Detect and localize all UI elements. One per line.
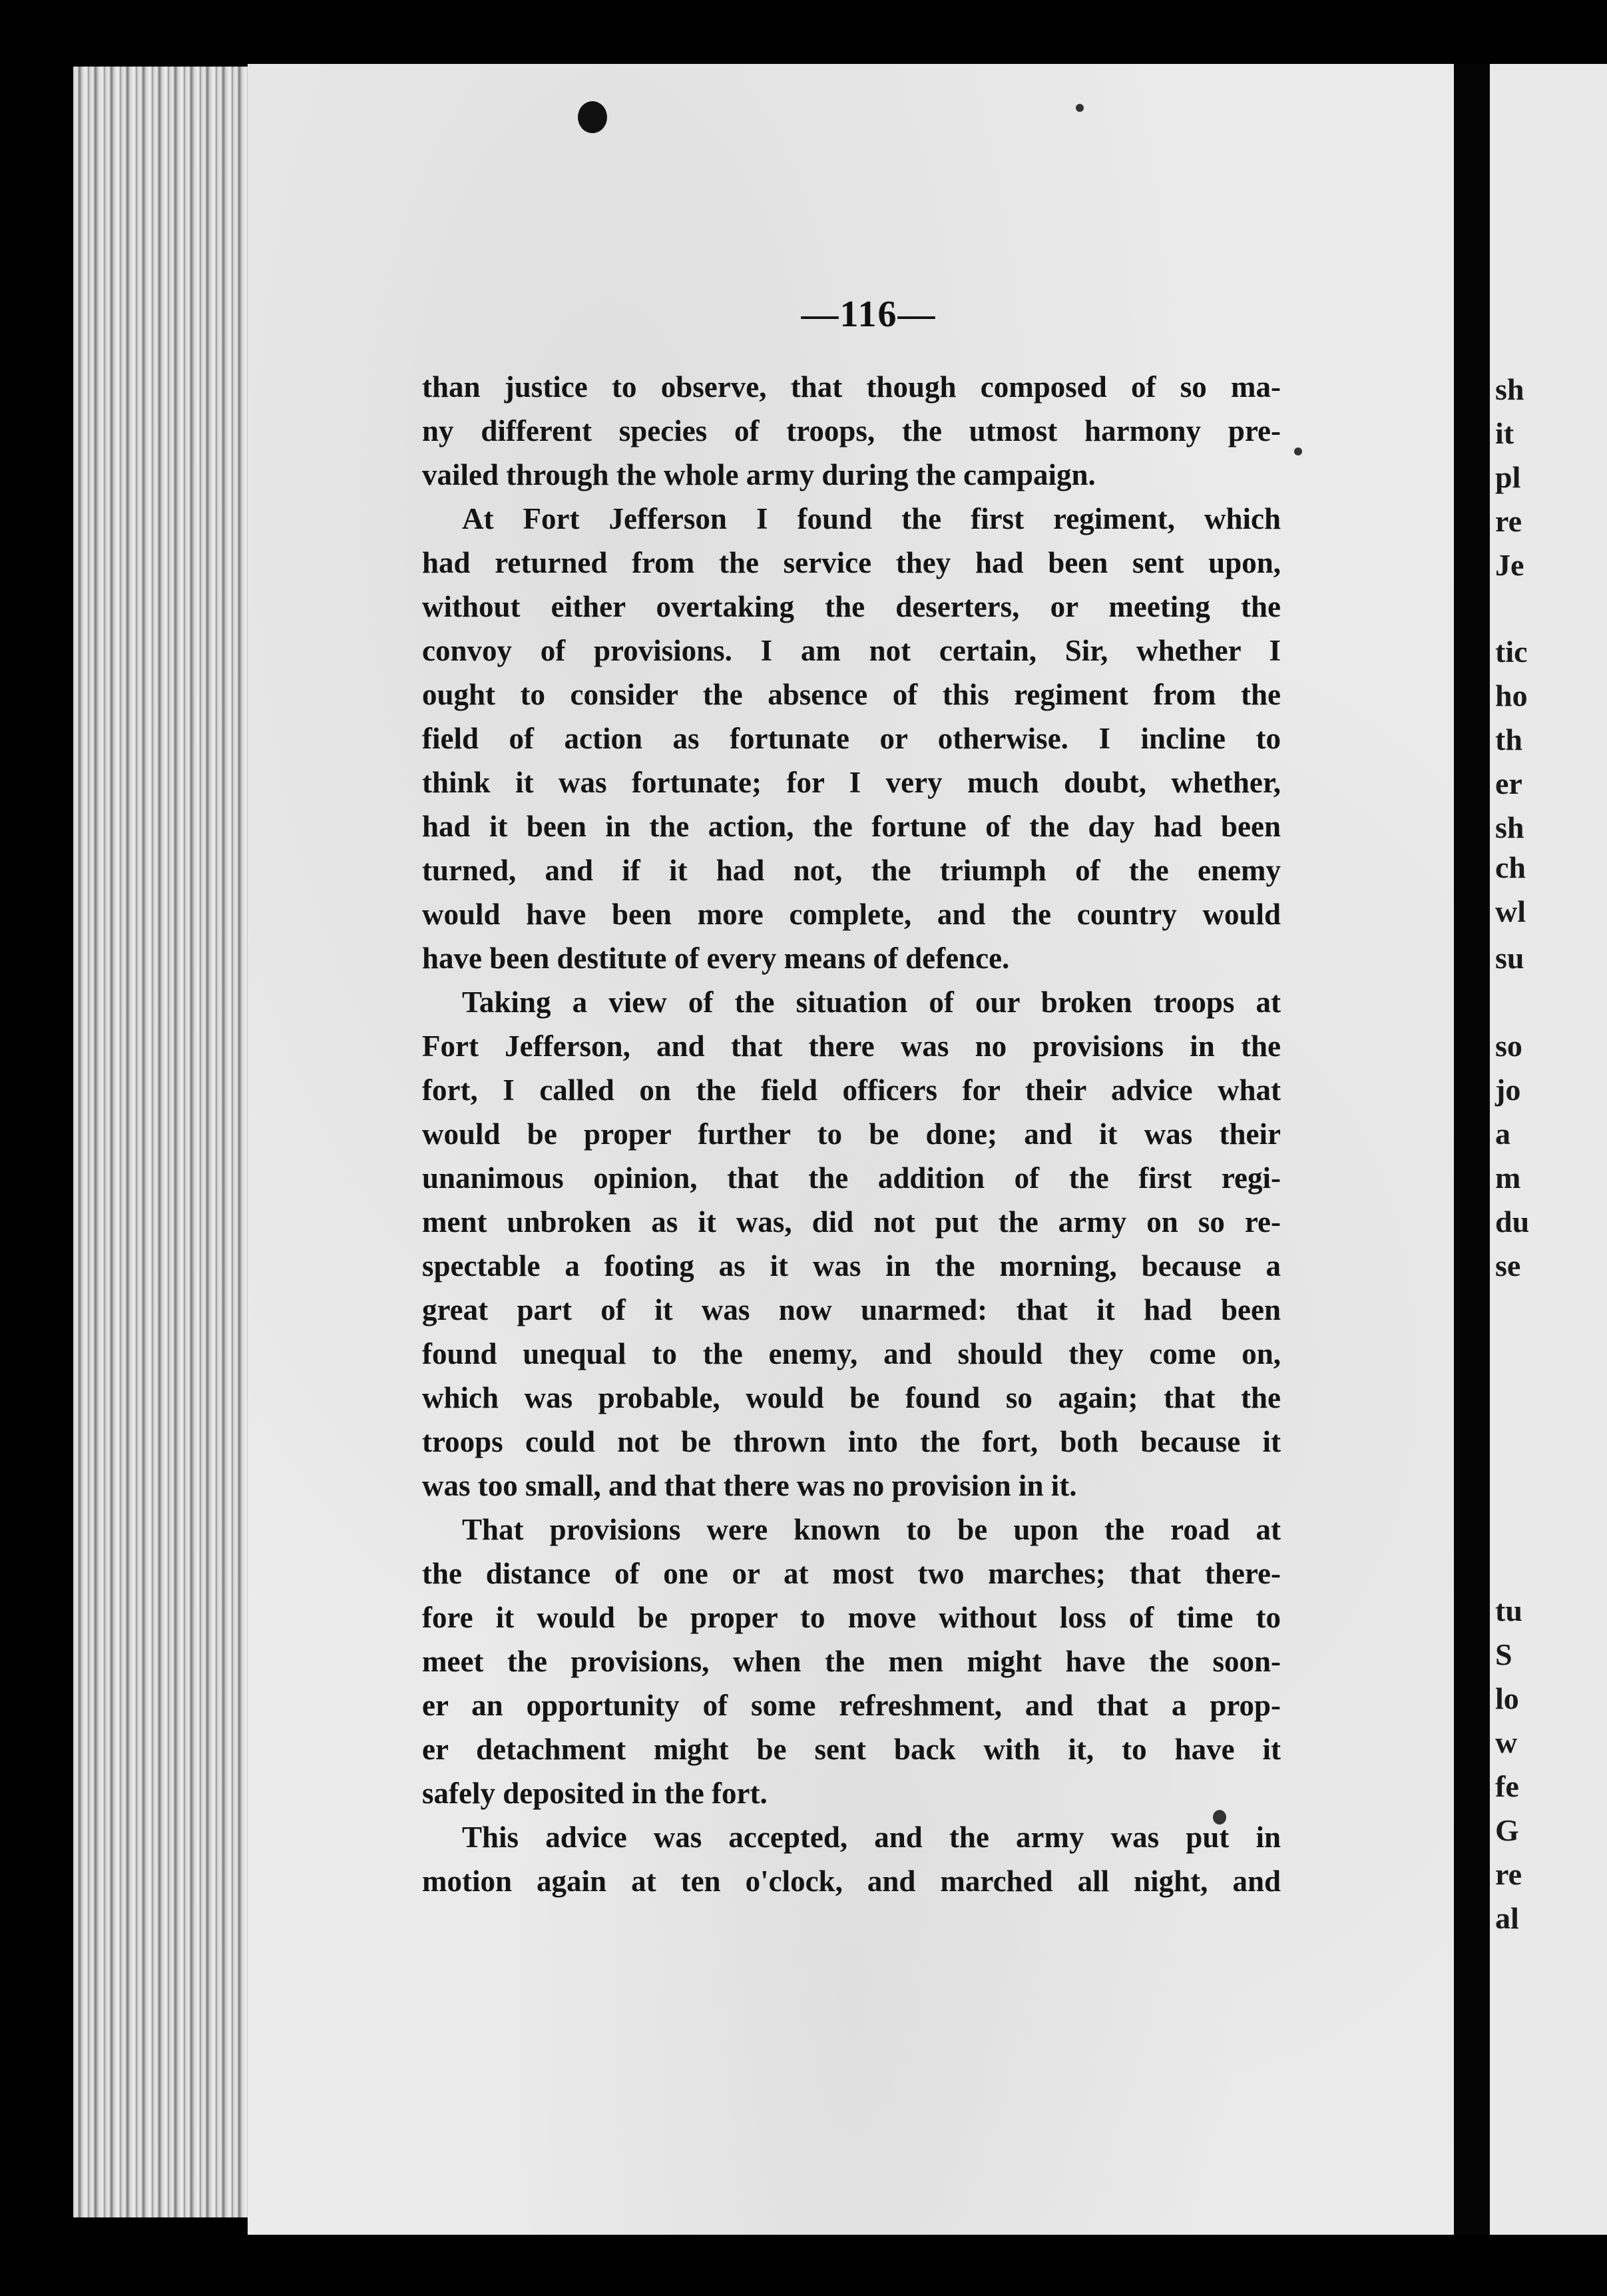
next-page-fragment: re xyxy=(1495,504,1522,538)
next-page-fragment: fe xyxy=(1495,1769,1519,1803)
ink-speck xyxy=(1076,104,1084,112)
text-line: would be proper further to be done; and it was their xyxy=(422,1117,1281,1151)
text-line: Taking a view of the situation of our broken troops at xyxy=(462,986,1281,1019)
next-page-fragment: a xyxy=(1495,1117,1510,1151)
next-page-fragment: du xyxy=(1495,1205,1530,1239)
text-line: think it was fortunate; for I very much doubt, whether, xyxy=(422,766,1281,799)
ink-speck xyxy=(1294,447,1302,455)
text-line: meet the provisions, when the men might have the soon- xyxy=(422,1645,1281,1678)
text-line: had it been in the action, the fortune of the day had been xyxy=(422,810,1281,843)
next-page-fragment: th xyxy=(1495,722,1522,756)
next-page-fragment: ch xyxy=(1495,850,1526,884)
next-page-fragment: er xyxy=(1495,766,1522,800)
text-line: vailed through the whole army during the campaign. xyxy=(422,458,1096,491)
text-line: Fort Jefferson, and that there was no provisions in the xyxy=(422,1029,1281,1063)
text-line: ny different species of troops, the utmost harmony pre- xyxy=(422,414,1281,447)
text-line: the distance of one or at most two marches; that there- xyxy=(422,1557,1281,1590)
text-line: motion again at ten o'clock, and marched all night, and xyxy=(422,1865,1281,1898)
text-line: field of action as fortunate or otherwise. I incline to xyxy=(422,722,1281,755)
text-line: er detachment might be sent back with it, to have it xyxy=(422,1733,1281,1766)
page-edges-stack xyxy=(73,67,253,2217)
next-page-fragment: so xyxy=(1495,1029,1522,1063)
text-line: turned, and if it had not, the triumph of the enemy xyxy=(422,854,1281,887)
next-page-fragment: tic xyxy=(1495,635,1528,669)
text-line: have been destitute of every means of defence. xyxy=(422,942,1010,975)
text-line: fort, I called on the field officers for their advice what xyxy=(422,1073,1281,1107)
next-page-fragment: su xyxy=(1495,941,1524,975)
next-page-edge xyxy=(1490,64,1607,2235)
text-line: safely deposited in the fort. xyxy=(422,1777,768,1810)
next-page-fragment: pl xyxy=(1495,460,1521,494)
text-line: spectable a footing as it was in the morning, because a xyxy=(422,1249,1281,1283)
next-page-fragment: re xyxy=(1495,1857,1522,1891)
text-line: troops could not be thrown into the fort, both because it xyxy=(422,1425,1281,1458)
text-line: great part of it was now unarmed: that it had been xyxy=(422,1293,1281,1326)
next-page-fragment: ho xyxy=(1495,679,1528,713)
text-line: than justice to observe, that though composed of so ma- xyxy=(422,370,1281,404)
text-line: ment unbroken as it was, did not put the army on so re- xyxy=(422,1205,1281,1239)
text-line: convoy of provisions. I am not certain, Sir, whether I xyxy=(422,634,1281,667)
next-page-fragment: al xyxy=(1495,1901,1519,1935)
text-line: At Fort Jefferson I found the first regiment, which xyxy=(462,502,1281,535)
next-page-fragment: w xyxy=(1495,1725,1518,1759)
next-page-fragment: sh xyxy=(1495,810,1524,844)
text-line: fore it would be proper to move without loss of time to xyxy=(422,1601,1281,1634)
next-page-fragment: wl xyxy=(1495,894,1526,928)
next-page-fragment: jo xyxy=(1495,1073,1521,1107)
next-page-fragment: Je xyxy=(1495,548,1524,582)
text-line: was too small, and that there was no provision in it. xyxy=(422,1469,1077,1502)
text-line: which was probable, would be found so again; that the xyxy=(422,1381,1281,1414)
next-page-fragment: sh xyxy=(1495,372,1524,406)
body-text xyxy=(422,365,1281,1903)
next-page-fragment: se xyxy=(1495,1249,1521,1283)
ink-blot xyxy=(578,101,607,133)
text-line: had returned from the service they had been sent upon, xyxy=(422,546,1281,579)
text-line: er an opportunity of some refreshment, and that a prop- xyxy=(422,1689,1281,1722)
next-page-fragment: tu xyxy=(1495,1593,1522,1627)
gutter-shadow xyxy=(1454,64,1490,2235)
next-page-fragment: it xyxy=(1495,416,1514,450)
next-page-fragment: S xyxy=(1495,1637,1512,1671)
next-page-fragment: m xyxy=(1495,1161,1521,1195)
text-line: unanimous opinion, that the addition of the first regi- xyxy=(422,1161,1281,1195)
text-line: ought to consider the absence of this regiment from the xyxy=(422,678,1281,711)
text-line: without either overtaking the deserters, or meeting the xyxy=(422,590,1281,623)
text-line: That provisions were known to be upon the road at xyxy=(462,1513,1281,1546)
text-line: This advice was accepted, and the army was put in xyxy=(462,1821,1281,1854)
text-line: found unequal to the enemy, and should they come on, xyxy=(422,1337,1281,1370)
text-line: would have been more complete, and the country would xyxy=(422,898,1281,931)
next-page-fragment: lo xyxy=(1495,1681,1519,1715)
next-page-fragment: G xyxy=(1495,1813,1519,1847)
page-number: —116— xyxy=(801,294,937,335)
